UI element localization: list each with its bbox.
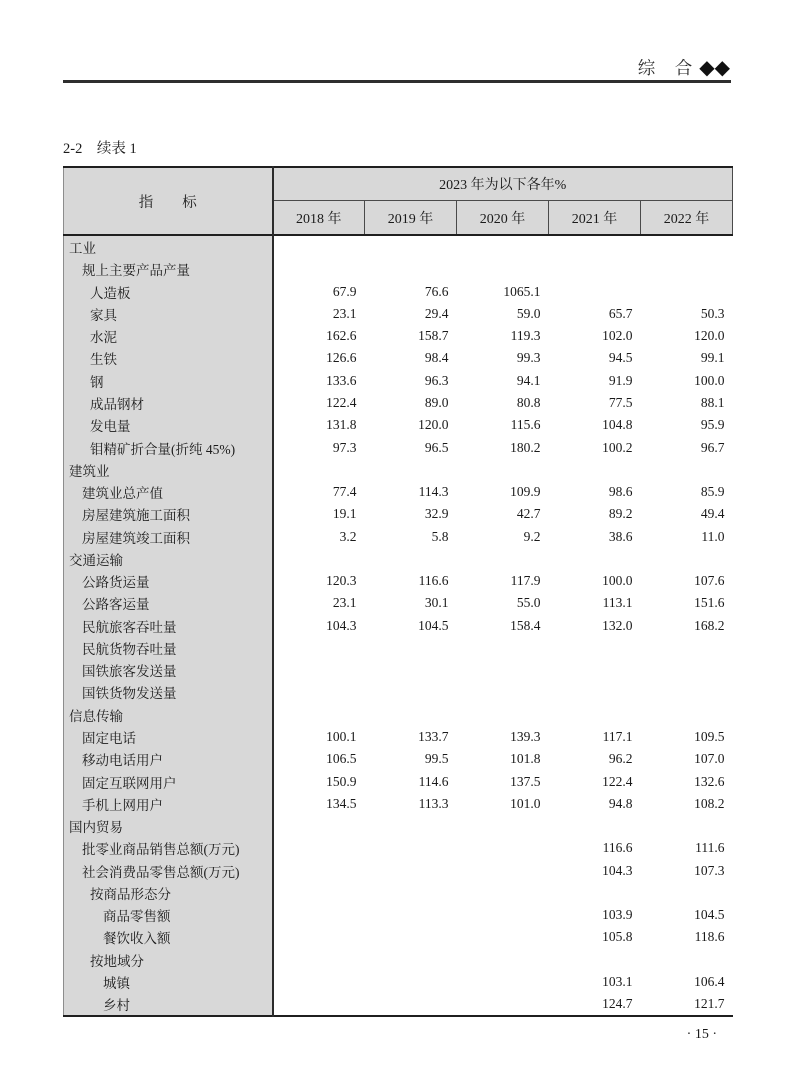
indicator-label: 生铁 <box>64 347 273 369</box>
value-cell: 114.6 <box>365 770 457 792</box>
table-caption: 2-2 续表 1 <box>63 141 137 157</box>
table-row <box>64 592 733 614</box>
value-cell <box>549 659 641 681</box>
value-cell <box>549 281 641 303</box>
table-row <box>64 748 733 770</box>
indicator-column-header: 指 标 <box>64 167 273 235</box>
value-cell: 132.0 <box>549 615 641 637</box>
value-cell: 19.1 <box>273 503 365 525</box>
value-cell: 103.9 <box>549 904 641 926</box>
value-cell <box>273 637 365 659</box>
value-cell <box>457 926 549 948</box>
value-cell <box>549 681 641 703</box>
value-cell <box>365 859 457 881</box>
value-cell: 107.6 <box>641 570 733 592</box>
indicator-label: 社会消费品零售总额(万元) <box>64 859 273 881</box>
indicator-label: 交通运输 <box>64 548 273 570</box>
value-cell <box>641 459 733 481</box>
value-cell: 111.6 <box>641 837 733 859</box>
indicator-label: 商品零售额 <box>64 904 273 926</box>
value-cell <box>457 235 549 258</box>
table-row <box>64 481 733 503</box>
value-cell <box>641 281 733 303</box>
value-cell <box>549 704 641 726</box>
value-cell: 29.4 <box>365 303 457 325</box>
table-row <box>64 793 733 815</box>
value-cell <box>549 882 641 904</box>
value-cell <box>641 949 733 971</box>
value-cell <box>641 258 733 280</box>
value-cell <box>457 548 549 570</box>
table-row <box>64 325 733 347</box>
value-cell: 137.5 <box>457 770 549 792</box>
value-cell: 121.7 <box>641 993 733 1016</box>
value-cell: 94.8 <box>549 793 641 815</box>
value-cell: 151.6 <box>641 592 733 614</box>
indicator-label: 民航旅客吞吐量 <box>64 615 273 637</box>
header-rule <box>63 80 731 83</box>
value-cell: 126.6 <box>273 347 365 369</box>
indicator-label: 手机上网用户 <box>64 793 273 815</box>
value-cell <box>365 659 457 681</box>
value-cell: 96.5 <box>365 436 457 458</box>
value-cell <box>273 681 365 703</box>
value-cell: 1065.1 <box>457 281 549 303</box>
value-cell: 103.1 <box>549 971 641 993</box>
value-cell: 89.2 <box>549 503 641 525</box>
value-cell: 11.0 <box>641 525 733 547</box>
value-cell: 105.8 <box>549 926 641 948</box>
running-head <box>638 55 730 80</box>
value-cell: 96.3 <box>365 370 457 392</box>
value-cell: 100.2 <box>549 436 641 458</box>
value-cell: 118.6 <box>641 926 733 948</box>
value-cell <box>457 704 549 726</box>
value-cell <box>273 548 365 570</box>
table-row <box>64 258 733 280</box>
value-cell: 9.2 <box>457 525 549 547</box>
value-cell: 94.1 <box>457 370 549 392</box>
value-cell <box>641 235 733 258</box>
value-cell: 104.3 <box>549 859 641 881</box>
value-cell <box>273 949 365 971</box>
indicator-label: 城镇 <box>64 971 273 993</box>
value-cell: 23.1 <box>273 303 365 325</box>
value-cell <box>273 882 365 904</box>
diamond-icons: ◆◆ <box>699 57 730 79</box>
table-row <box>64 971 733 993</box>
indicator-label: 房屋建筑竣工面积 <box>64 525 273 547</box>
year-column-header: 2019 年 <box>365 201 457 236</box>
value-cell: 5.8 <box>365 525 457 547</box>
value-cell: 96.2 <box>549 748 641 770</box>
value-cell: 77.4 <box>273 481 365 503</box>
value-cell: 104.5 <box>641 904 733 926</box>
value-cell: 168.2 <box>641 615 733 637</box>
value-cell <box>457 681 549 703</box>
value-cell: 107.3 <box>641 859 733 881</box>
value-cell: 119.3 <box>457 325 549 347</box>
value-cell <box>365 993 457 1016</box>
indicator-label: 民航货物吞吐量 <box>64 637 273 659</box>
value-cell: 122.4 <box>273 392 365 414</box>
table-row <box>64 281 733 303</box>
table-row <box>64 503 733 525</box>
statistics-table <box>63 166 733 1017</box>
value-cell: 49.4 <box>641 503 733 525</box>
value-cell: 180.2 <box>457 436 549 458</box>
indicator-label: 固定互联网用户 <box>64 770 273 792</box>
value-cell: 109.5 <box>641 726 733 748</box>
indicator-label: 发电量 <box>64 414 273 436</box>
value-cell: 131.8 <box>273 414 365 436</box>
value-cell <box>365 815 457 837</box>
indicator-label: 成品钢材 <box>64 392 273 414</box>
value-cell: 80.8 <box>457 392 549 414</box>
value-cell <box>457 971 549 993</box>
value-cell: 106.5 <box>273 748 365 770</box>
value-cell: 132.6 <box>641 770 733 792</box>
value-cell <box>365 949 457 971</box>
value-cell <box>273 235 365 258</box>
value-cell <box>273 859 365 881</box>
indicator-label: 人造板 <box>64 281 273 303</box>
indicator-label: 乡村 <box>64 993 273 1016</box>
indicator-label: 信息传输 <box>64 704 273 726</box>
table-row <box>64 993 733 1016</box>
value-cell <box>273 837 365 859</box>
value-cell: 139.3 <box>457 726 549 748</box>
value-cell: 113.1 <box>549 592 641 614</box>
value-cell: 104.8 <box>549 414 641 436</box>
value-cell: 76.6 <box>365 281 457 303</box>
value-cell: 100.0 <box>549 570 641 592</box>
table-row <box>64 459 733 481</box>
header-row-group <box>64 167 733 201</box>
indicator-label: 水泥 <box>64 325 273 347</box>
value-cell <box>549 459 641 481</box>
value-cell: 134.5 <box>273 793 365 815</box>
table-header <box>64 167 733 235</box>
indicator-label: 固定电话 <box>64 726 273 748</box>
indicator-label: 建筑业 <box>64 459 273 481</box>
indicator-label: 钼精矿折合量(折纯 45%) <box>64 436 273 458</box>
table-row <box>64 882 733 904</box>
value-cell: 104.5 <box>365 615 457 637</box>
value-cell: 162.6 <box>273 325 365 347</box>
indicator-label: 国内贸易 <box>64 815 273 837</box>
indicator-label: 房屋建筑施工面积 <box>64 503 273 525</box>
indicator-label: 餐饮收入额 <box>64 926 273 948</box>
value-cell <box>365 235 457 258</box>
indicator-label: 国铁货物发送量 <box>64 681 273 703</box>
table-row <box>64 370 733 392</box>
value-cell: 99.1 <box>641 347 733 369</box>
value-cell: 50.3 <box>641 303 733 325</box>
table-row <box>64 926 733 948</box>
table-row <box>64 770 733 792</box>
indicator-label: 按商品形态分 <box>64 882 273 904</box>
value-cell: 94.5 <box>549 347 641 369</box>
value-cell <box>641 704 733 726</box>
value-cell <box>365 258 457 280</box>
value-cell: 113.3 <box>365 793 457 815</box>
value-cell <box>365 637 457 659</box>
value-cell <box>457 659 549 681</box>
indicator-label: 建筑业总产值 <box>64 481 273 503</box>
value-cell <box>457 637 549 659</box>
table-row <box>64 615 733 637</box>
value-cell: 100.1 <box>273 726 365 748</box>
value-cell <box>365 681 457 703</box>
value-cell: 99.3 <box>457 347 549 369</box>
value-cell: 120.0 <box>641 325 733 347</box>
value-cell <box>549 548 641 570</box>
value-cell: 59.0 <box>457 303 549 325</box>
value-cell <box>273 815 365 837</box>
year-column-header: 2020 年 <box>457 201 549 236</box>
value-cell: 133.6 <box>273 370 365 392</box>
indicator-label: 批零业商品销售总额(万元) <box>64 837 273 859</box>
table-row <box>64 815 733 837</box>
value-cell: 150.9 <box>273 770 365 792</box>
table-row <box>64 347 733 369</box>
value-cell: 124.7 <box>549 993 641 1016</box>
value-cell <box>365 837 457 859</box>
value-cell <box>457 258 549 280</box>
value-cell <box>549 235 641 258</box>
value-cell: 104.3 <box>273 615 365 637</box>
table-row <box>64 837 733 859</box>
value-cell: 109.9 <box>457 481 549 503</box>
indicator-label: 钢 <box>64 370 273 392</box>
indicator-label: 国铁旅客发送量 <box>64 659 273 681</box>
value-cell <box>273 904 365 926</box>
value-cell: 38.6 <box>549 525 641 547</box>
value-cell: 88.1 <box>641 392 733 414</box>
value-cell: 133.7 <box>365 726 457 748</box>
value-cell <box>641 681 733 703</box>
indicator-label: 移动电话用户 <box>64 748 273 770</box>
page-number: · 15 · <box>686 1027 717 1042</box>
value-cell: 85.9 <box>641 481 733 503</box>
value-cell: 101.0 <box>457 793 549 815</box>
value-cell: 96.7 <box>641 436 733 458</box>
value-cell: 32.9 <box>365 503 457 525</box>
value-cell: 106.4 <box>641 971 733 993</box>
value-cell <box>549 949 641 971</box>
indicator-label: 家具 <box>64 303 273 325</box>
value-cell <box>457 949 549 971</box>
table-row <box>64 637 733 659</box>
indicator-label: 工业 <box>64 235 273 258</box>
table-row <box>64 436 733 458</box>
value-cell: 30.1 <box>365 592 457 614</box>
value-cell <box>365 904 457 926</box>
value-cell: 55.0 <box>457 592 549 614</box>
value-cell: 77.5 <box>549 392 641 414</box>
value-cell <box>457 993 549 1016</box>
value-cell: 116.6 <box>549 837 641 859</box>
value-cell <box>365 704 457 726</box>
value-cell <box>641 548 733 570</box>
value-cell: 158.4 <box>457 615 549 637</box>
indicator-label: 规上主要产品产量 <box>64 258 273 280</box>
table-row <box>64 414 733 436</box>
table-body <box>64 235 733 1016</box>
value-cell <box>273 926 365 948</box>
value-cell <box>273 258 365 280</box>
value-cell: 3.2 <box>273 525 365 547</box>
value-cell: 98.4 <box>365 347 457 369</box>
value-cell <box>273 993 365 1016</box>
value-cell: 100.0 <box>641 370 733 392</box>
value-cell: 101.8 <box>457 748 549 770</box>
year-column-header: 2018 年 <box>273 201 365 236</box>
value-cell <box>641 882 733 904</box>
value-cell: 120.3 <box>273 570 365 592</box>
value-cell <box>641 815 733 837</box>
table-row <box>64 726 733 748</box>
value-cell <box>457 882 549 904</box>
value-cell <box>365 459 457 481</box>
value-cell <box>365 548 457 570</box>
table-row <box>64 659 733 681</box>
table-row <box>64 303 733 325</box>
value-cell: 67.9 <box>273 281 365 303</box>
value-cell <box>641 637 733 659</box>
table-row <box>64 235 733 258</box>
value-cell <box>273 704 365 726</box>
indicator-label: 按地域分 <box>64 949 273 971</box>
value-cell: 42.7 <box>457 503 549 525</box>
value-cell: 95.9 <box>641 414 733 436</box>
table-row <box>64 392 733 414</box>
value-cell: 108.2 <box>641 793 733 815</box>
value-cell: 114.3 <box>365 481 457 503</box>
table-row <box>64 949 733 971</box>
indicator-label: 公路客运量 <box>64 592 273 614</box>
table-row <box>64 548 733 570</box>
table-row <box>64 570 733 592</box>
section-title: 综 合 <box>637 58 694 78</box>
value-cell: 98.6 <box>549 481 641 503</box>
value-cell <box>457 859 549 881</box>
value-cell: 99.5 <box>365 748 457 770</box>
value-cell <box>457 904 549 926</box>
value-cell: 158.7 <box>365 325 457 347</box>
table-row <box>64 859 733 881</box>
value-cell <box>273 459 365 481</box>
value-cell <box>365 926 457 948</box>
year-column-header: 2022 年 <box>641 201 733 236</box>
value-cell <box>549 637 641 659</box>
value-cell: 97.3 <box>273 436 365 458</box>
table-row <box>64 904 733 926</box>
value-cell: 120.0 <box>365 414 457 436</box>
value-cell <box>457 815 549 837</box>
value-cell <box>549 815 641 837</box>
value-cell: 91.9 <box>549 370 641 392</box>
table-row <box>64 704 733 726</box>
value-cell <box>365 882 457 904</box>
table-row <box>64 681 733 703</box>
value-cell: 65.7 <box>549 303 641 325</box>
value-cell: 23.1 <box>273 592 365 614</box>
value-cell: 102.0 <box>549 325 641 347</box>
value-cell <box>365 971 457 993</box>
year-group-header: 2023 年为以下各年% <box>273 167 733 201</box>
value-cell: 117.1 <box>549 726 641 748</box>
value-cell <box>273 659 365 681</box>
year-column-header: 2021 年 <box>549 201 641 236</box>
value-cell: 117.9 <box>457 570 549 592</box>
value-cell <box>457 459 549 481</box>
value-cell <box>457 837 549 859</box>
value-cell: 122.4 <box>549 770 641 792</box>
value-cell <box>549 258 641 280</box>
value-cell: 89.0 <box>365 392 457 414</box>
value-cell: 107.0 <box>641 748 733 770</box>
value-cell <box>641 659 733 681</box>
table-row <box>64 525 733 547</box>
value-cell <box>273 971 365 993</box>
value-cell: 116.6 <box>365 570 457 592</box>
indicator-label: 公路货运量 <box>64 570 273 592</box>
value-cell: 115.6 <box>457 414 549 436</box>
